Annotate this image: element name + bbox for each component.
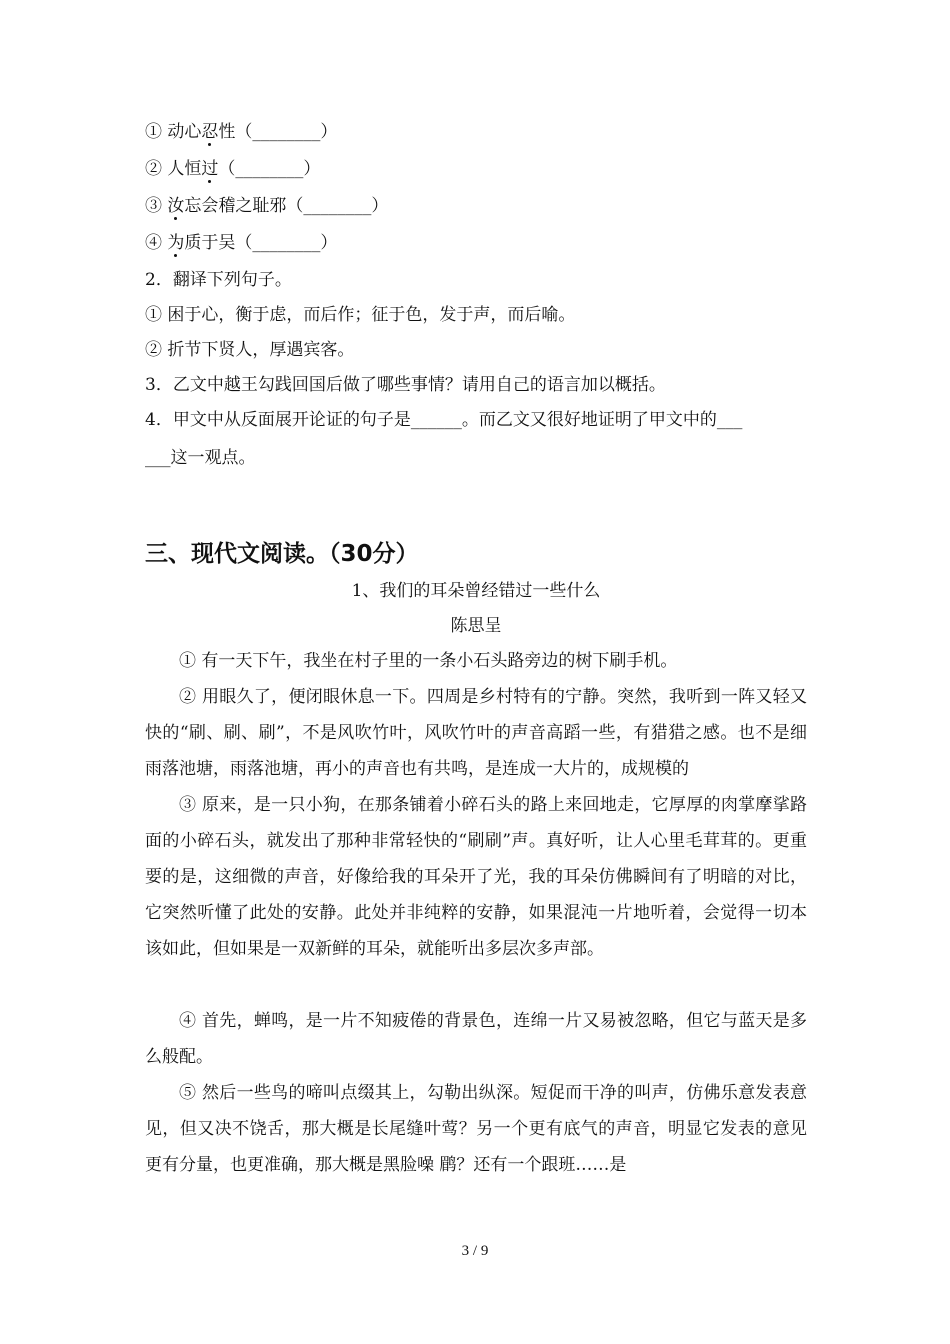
emphasized-char: 汝	[167, 196, 185, 216]
item-prefix: ③	[145, 196, 168, 216]
question-1-item-3	[145, 193, 388, 219]
article-author: 陈思呈	[450, 616, 502, 636]
item-suffix: 忘会稽之耻邪（________）	[184, 196, 389, 216]
question-2: 2．翻译下列句子。	[145, 270, 292, 290]
article-paragraph-5: ⑤ 然后一些鸟的啼叫点缀其上，勾勒出纵深。短促而干净的叫声，仿佛乐意发表意见，但又决不饶舌，那大概是长尾缝叶莺？另一个更有底气的声音，明显它发表的意见更有分量，也更准确，那大概是黑脸噪 鹛？还有一个跟班……是	[145, 1083, 807, 1175]
question-2-sentence-1: ① 困于心，衡于虑，而后作；征于色，发于声，而后喻。	[145, 305, 576, 325]
article-paragraph-2: ② 用眼久了，便闭眼休息一下。四周是乡村特有的宁静。突然，我听到一阵又轻又快的“刷、刷、刷”，不是风吹竹叶，风吹竹叶的声音高蹈一些，有猎猎之感。也不是细雨落池塘，雨落池塘，再小的声音也有共鸣，是连成一大片的，成规模的	[145, 687, 807, 779]
emphasized-char: 过	[201, 159, 219, 179]
article-title: 1、我们的耳朵曾经错过一些什么	[351, 581, 601, 601]
question-1-item-1	[145, 119, 337, 145]
question-4-line-2: ___这一观点。	[145, 448, 256, 468]
article-paragraph-1: ① 有一天下午，我坐在村子里的一条小石头路旁边的树下刷手机。	[179, 651, 678, 671]
question-1-item-4	[145, 230, 337, 256]
section-heading: 三、现代文阅读。（30分）	[145, 541, 419, 567]
question-2-sentence-2: ② 折节下贤人，厚遇宾客。	[145, 340, 355, 360]
item-prefix: ① 动心	[145, 122, 202, 142]
item-prefix: ② 人恒	[145, 159, 202, 179]
item-suffix: 性（________）	[218, 122, 338, 142]
page-number: 3 / 9	[461, 1243, 489, 1259]
item-suffix: （________）	[218, 159, 321, 179]
emphasized-char: 为	[167, 233, 185, 253]
article-paragraph-3: ③ 原来，是一只小狗，在那条铺着小碎石头的路上来回地走，它厚厚的肉掌摩挲路面的小碎石头，就发出了那种非常轻快的“刷刷”声。真好听，让人心里毛茸茸的。更重要的是，这细微的声音，好像给我的耳朵开了光，我的耳朵仿佛瞬间有了明暗的对比，它突然听懂了此处的安静。此处并非纯粹的安静，如果混沌一片地听着，会觉得一切本该如此，但如果是一双新鲜的耳朵，就能听出多层次多声部。	[145, 795, 807, 959]
item-prefix: ④	[145, 233, 168, 253]
question-4-line-1: 4．甲文中从反面展开论证的句子是______。而乙文又很好地证明了甲文中的___	[145, 410, 743, 430]
question-3: 3．乙文中越王勾践回国后做了哪些事情？请用自己的语言加以概括。	[145, 375, 666, 395]
emphasized-char: 忍	[201, 122, 219, 142]
question-1-item-2	[145, 156, 320, 182]
article-paragraph-4: ④ 首先，蝉鸣，是一片不知疲倦的背景色，连绵一片又易被忽略，但它与蓝天是多么般配。	[145, 1011, 807, 1067]
item-suffix: 质于吴（________）	[184, 233, 338, 253]
